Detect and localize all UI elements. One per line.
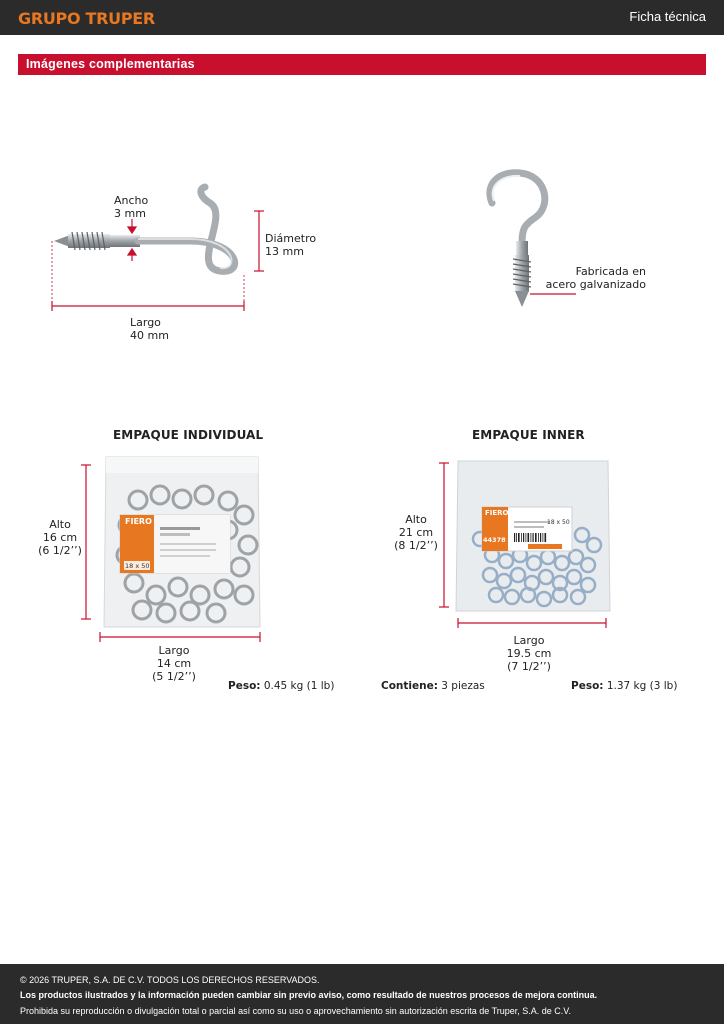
individual-pack-dimensions (78, 455, 278, 655)
inner-weight-label: Peso: (571, 680, 604, 692)
material-line-2: acero galvanizado (545, 278, 646, 291)
largo-hook-label-text: Largo (130, 316, 161, 329)
material-label (530, 265, 646, 291)
footer-notice: Los productos ilustrados y la información pueden cambiar sin previo aviso, como resultado de nuestros procesos de mejora continua. (20, 990, 598, 1000)
section-title: Imágenes complementarias (26, 57, 195, 71)
ancho-label-text: Ancho (114, 194, 149, 207)
inner-pack-brand: FIERO (485, 509, 509, 517)
individual-alto-label (34, 518, 86, 557)
inner-largo-label (498, 634, 560, 673)
individual-alto-inches: (6 1/2’’) (38, 544, 82, 557)
individual-weight-label: Peso: (228, 680, 261, 692)
inner-alto-inches: (8 1/2’’) (394, 539, 438, 552)
largo-hook-label (130, 316, 169, 342)
individual-largo-value: 14 cm (156, 657, 192, 670)
individual-pack-size-label: 18 x 50 (125, 562, 150, 570)
individual-pack-heading: EMPAQUE INDIVIDUAL (113, 428, 264, 442)
diametro-label (265, 232, 316, 258)
hook-dimension-diagram (40, 175, 280, 315)
individual-largo-label (146, 644, 202, 683)
material-line-1: Fabricada en (575, 265, 646, 278)
individual-weight (228, 680, 334, 692)
inner-pack-heading: EMPAQUE INNER (472, 428, 585, 442)
diametro-label-text: Diámetro (265, 232, 317, 245)
inner-pack-size-label: 18 x 50 (547, 519, 570, 526)
document-type: Ficha técnica (629, 9, 706, 24)
section-header (18, 54, 706, 75)
inner-contents-value: 3 piezas (441, 680, 485, 692)
diametro-value: 13 mm (265, 245, 304, 258)
individual-pack-brand: FIERO (125, 517, 152, 526)
ancho-label (114, 194, 148, 220)
inner-pack-code: 44378 (483, 536, 506, 544)
footer (0, 964, 724, 1024)
ancho-value: 3 mm (114, 207, 146, 220)
inner-largo-value: 19.5 cm (506, 647, 552, 660)
individual-largo-label-text: Largo (158, 644, 190, 657)
footer-copyright: © 2026 TRUPER, S.A. DE C.V. TODOS LOS DERECHOS RESERVADOS. (20, 975, 320, 985)
inner-weight (571, 680, 677, 692)
inner-contents-label: Contiene: (381, 680, 438, 692)
individual-weight-value: 0.45 kg (1 lb) (263, 680, 335, 692)
inner-largo-label-text: Largo (513, 634, 545, 647)
inner-pack-dimensions (432, 455, 622, 645)
hook-curve (138, 187, 235, 271)
individual-alto-label-text: Alto (49, 518, 71, 531)
diameter-dimension-line (254, 211, 264, 271)
inner-alto-value: 21 cm (398, 526, 434, 539)
inner-alto-label-text: Alto (405, 513, 427, 526)
footer-prohibition: Prohibida su reproducción o divulgación total o parcial así como su uso o aprovechamiento sin autorización escrita de Truper, S.A. de C.V. (20, 1006, 571, 1016)
hook-thread (54, 232, 140, 250)
individual-alto-value: 16 cm (42, 531, 78, 544)
hook-vertical-image (470, 165, 580, 315)
inner-largo-inches: (7 1/2’’) (507, 660, 551, 673)
inner-weight-value: 1.37 kg (3 lb) (606, 680, 678, 692)
inner-contents (381, 680, 485, 692)
individual-largo-inches: (5 1/2’’) (152, 670, 196, 683)
largo-hook-value: 40 mm (130, 329, 169, 342)
inner-alto-label (390, 513, 442, 552)
length-dimension-line (52, 241, 244, 311)
brand-logo: GRUPO TRUPER (18, 9, 155, 28)
header-bar (0, 0, 724, 35)
